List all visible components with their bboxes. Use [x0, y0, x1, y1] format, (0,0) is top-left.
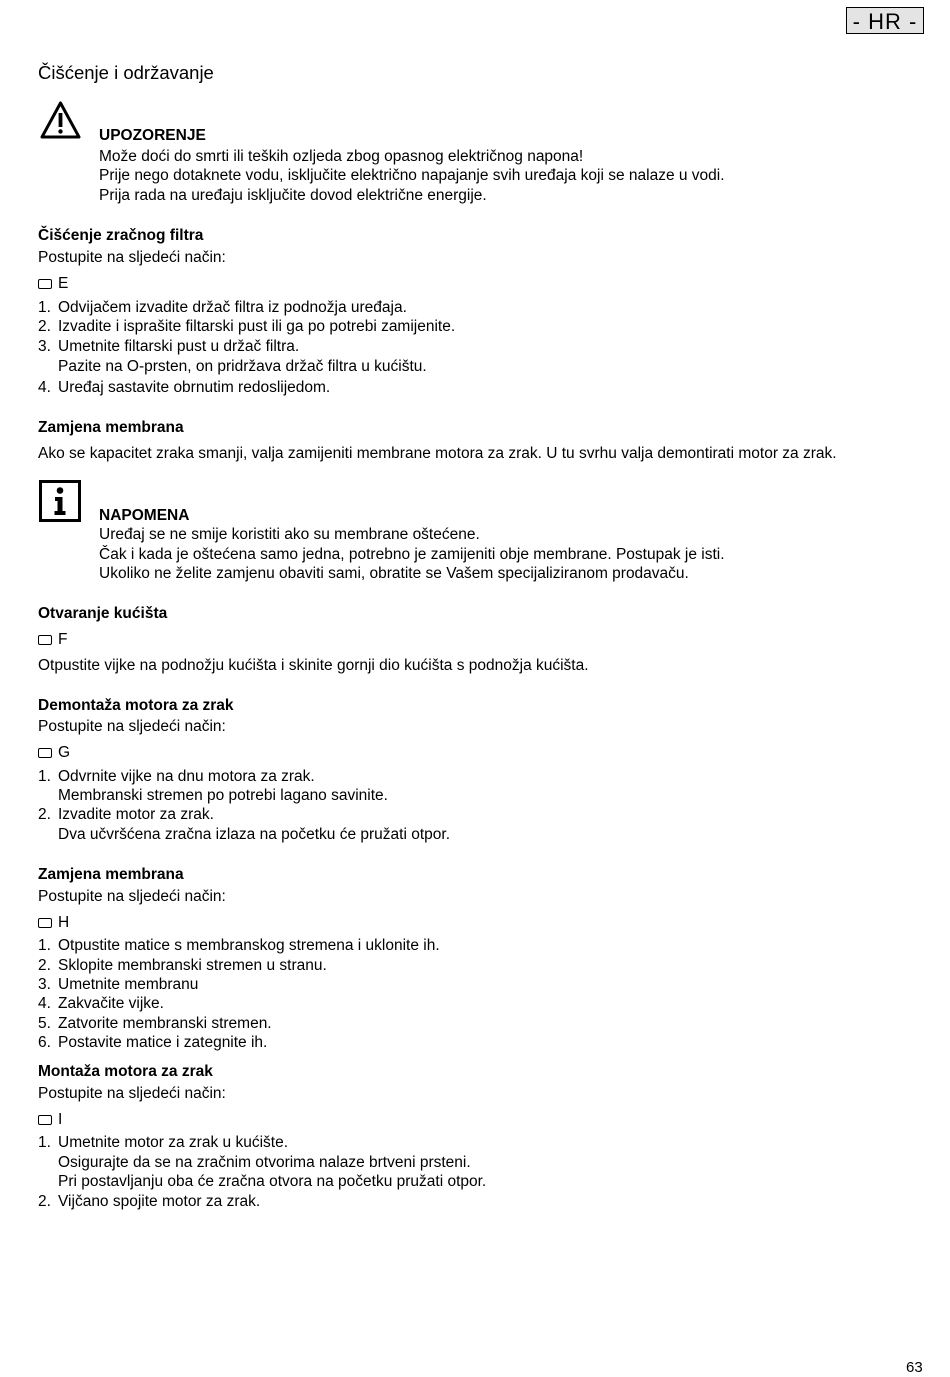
list-text: Zakvačite vijke. [58, 995, 164, 1012]
list-number: 2. [38, 318, 51, 335]
figure-reference: F [38, 630, 67, 650]
figure-reference: E [38, 274, 68, 294]
figure-reference: G [38, 743, 70, 763]
list-text: Odvijačem izvadite držač filtra iz podnožja uređaja. [58, 299, 407, 316]
warning-line: Može doći do smrti ili teških ozljeda zbog opasnog električnog napona! [99, 148, 584, 165]
warning-triangle-icon [39, 100, 82, 140]
section-intro: Postupite na sljedeći način: [38, 888, 226, 905]
list-item [38, 1033, 267, 1053]
language-badge: - HR - [846, 7, 924, 34]
list-text: Izvadite i isprašite filtarski pust ili ga po potrebi zamijenite. [58, 318, 456, 335]
section-intro: Postupite na sljedeći način: [38, 1085, 226, 1102]
list-text: Vijčano spojite motor za zrak. [58, 1193, 261, 1210]
figure-icon [38, 1115, 52, 1125]
section-intro: Postupite na sljedeći način: [38, 718, 226, 735]
list-text: Odvrnite vijke na dnu motora za zrak. [58, 768, 315, 785]
section-heading-filter: Čišćenje zračnog filtra [38, 227, 204, 244]
list-number: 1. [38, 1134, 51, 1151]
figure-icon [38, 918, 52, 928]
list-number: 4. [38, 379, 51, 396]
list-text: Umetnite motor za zrak u kućište. [58, 1134, 288, 1151]
list-item [38, 805, 214, 825]
list-item [38, 767, 315, 787]
list-text: Umetnite filtarski pust u držač filtra. [58, 338, 300, 355]
section-intro: Postupite na sljedeći način: [38, 249, 226, 266]
warning-title: UPOZORENJE [99, 127, 206, 144]
note-line: Ukoliko ne želite zamjenu obaviti sami, obratite se Vašem specijaliziranom prodavaču. [99, 565, 689, 582]
list-item [38, 317, 455, 337]
list-item [38, 337, 299, 357]
section-heading-membrane: Zamjena membrana [38, 419, 184, 436]
list-item [38, 1014, 272, 1034]
list-number: 2. [38, 957, 51, 974]
list-number: 6. [38, 1034, 51, 1051]
list-number: 4. [38, 995, 51, 1012]
list-item [38, 786, 388, 806]
figure-icon [38, 279, 52, 289]
list-text: Izvadite motor za zrak. [58, 806, 214, 823]
list-text: Pazite na O-prsten, on pridržava držač filtra u kućištu. [58, 358, 427, 375]
figure-reference: I [38, 1110, 62, 1130]
list-item [38, 825, 450, 845]
note-line: Uređaj se ne smije koristiti ako su membrane oštećene. [99, 526, 480, 543]
list-text: Sklopite membranski stremen u stranu. [58, 957, 327, 974]
list-number: 1. [38, 937, 51, 954]
list-number: 2. [38, 1193, 51, 1210]
list-item [38, 975, 198, 995]
paragraph: Ako se kapacitet zraka smanji, valja zamijeniti membrane motora za zrak. U tu svrhu valja demontirati motor za zrak. [38, 445, 837, 462]
list-item [38, 357, 427, 377]
list-item [38, 994, 164, 1014]
list-item [38, 1133, 288, 1153]
list-number: 1. [38, 299, 51, 316]
list-text: Pri postavljanju oba će zračna otvora na početku pružati otpor. [58, 1173, 487, 1190]
list-text: Postavite matice i zategnite ih. [58, 1034, 268, 1051]
list-text: Dva učvršćena zračna izlaza na početku će pružati otpor. [58, 826, 451, 843]
list-item [38, 1192, 260, 1212]
list-item [38, 298, 407, 318]
list-number: 3. [38, 338, 51, 355]
list-text: Osigurajte da se na zračnim otvorima nalaze brtveni prsteni. [58, 1154, 471, 1171]
list-text: Umetnite membranu [58, 976, 199, 993]
warning-line: Prija rada na uređaju isključite dovod električne energije. [99, 187, 487, 204]
figure-icon [38, 748, 52, 758]
info-icon [39, 480, 81, 522]
list-item [38, 956, 327, 976]
list-text: Otpustite matice s membranskog stremena i uklonite ih. [58, 937, 440, 954]
list-item [38, 1153, 471, 1173]
figure-icon [38, 635, 52, 645]
note-line: Čak i kada je oštećena samo jedna, potrebno je zamijeniti obje membrane. Postupak je isti. [99, 546, 725, 563]
list-number: 2. [38, 806, 51, 823]
list-number: 5. [38, 1015, 51, 1032]
warning-line: Prije nego dotaknete vodu, isključite električno napajanje svih uređaja koji se nalaze u vodi. [99, 167, 725, 184]
section-heading-housing: Otvaranje kućišta [38, 605, 168, 622]
page-title: Čišćenje i održavanje [38, 62, 214, 83]
figure-reference: H [38, 913, 69, 933]
list-text: Membranski stremen po potrebi lagano savinite. [58, 787, 388, 804]
list-text: Zatvorite membranski stremen. [58, 1015, 272, 1032]
page-number: 63 [906, 1359, 923, 1376]
section-heading-mount: Montaža motora za zrak [38, 1063, 213, 1080]
section-heading-dismount: Demontaža motora za zrak [38, 697, 234, 714]
list-item [38, 378, 330, 398]
paragraph: Otpustite vijke na podnožju kućišta i skinite gornji dio kućišta s podnožja kućišta. [38, 657, 589, 674]
section-heading-replace: Zamjena membrana [38, 866, 184, 883]
list-number: 3. [38, 976, 51, 993]
list-item [38, 936, 440, 956]
list-number: 1. [38, 768, 51, 785]
note-title: NAPOMENA [99, 507, 190, 524]
list-item [38, 1172, 486, 1192]
list-text: Uređaj sastavite obrnutim redoslijedom. [58, 379, 331, 396]
